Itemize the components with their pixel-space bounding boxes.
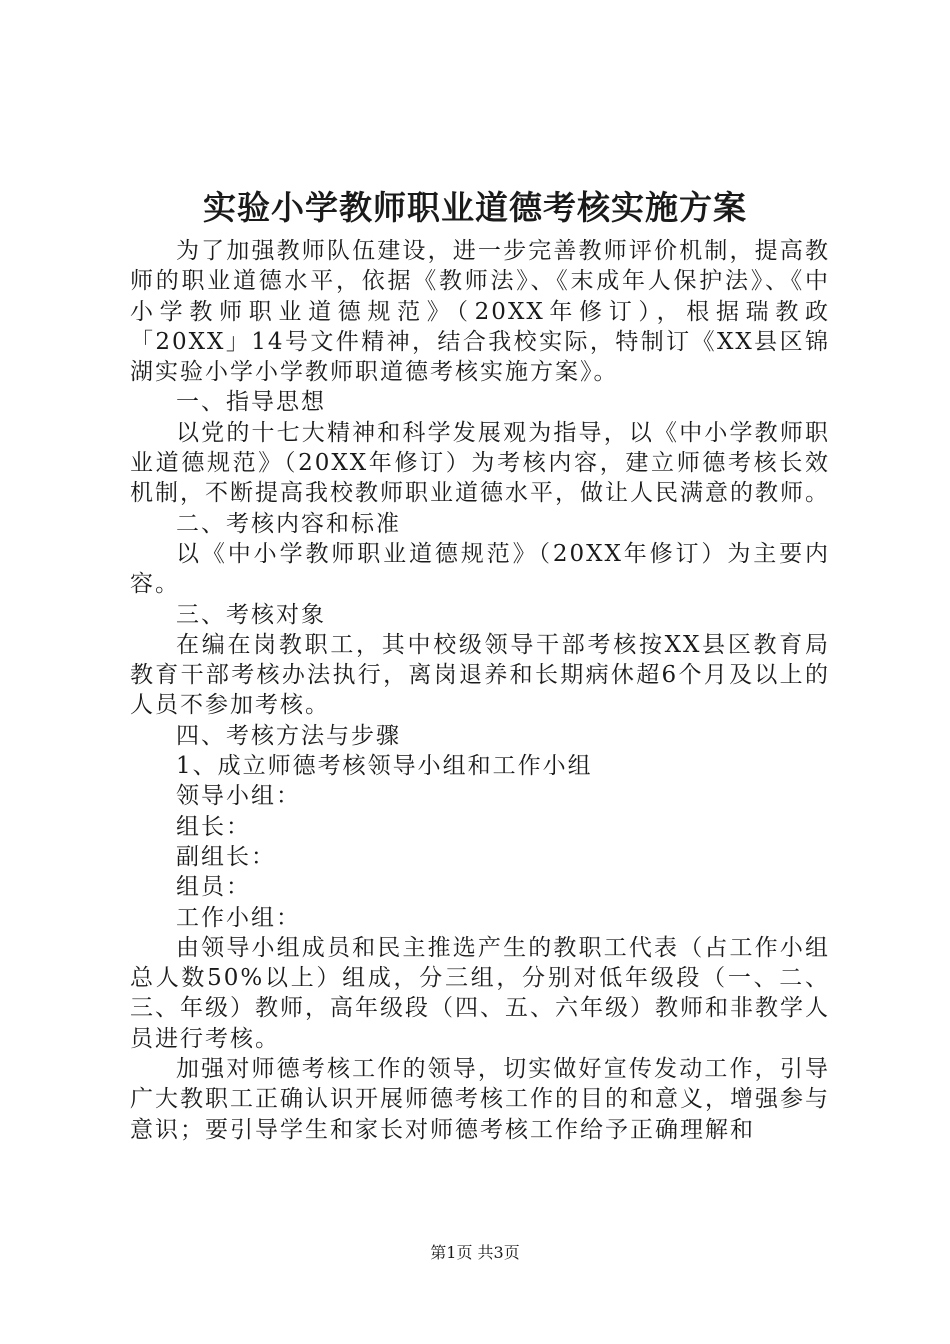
heading-assessment-targets: 三、考核对象: [176, 601, 326, 628]
paragraph-guiding-ideology: 以党的十七大精神和科学发展观为指导，以《中小学教师职业道德规范》（20XX年修订）为考核内容，建立师德考核长效机制，不断提高我校教师职业道德水平，做让人民满意的教师。: [130, 419, 830, 507]
paragraph-assessment-content: 以《中小学教师职业道德规范》（20XX年修订）为主要内容。: [130, 540, 830, 598]
subheading-form-groups: 1、成立师德考核领导小组和工作小组: [176, 753, 593, 780]
line-leadership-group: 领导小组：: [176, 783, 301, 810]
heading-assessment-content: 二、考核内容和标准: [176, 510, 401, 537]
paragraph-intro: 为了加强教师队伍建设，进一步完善教师评价机制，提高教师的职业道德水平，依据《教师法》、《末成年人保护法》、《中小学教师职业道德规范》（20XX年修订），根据瑞教政「20XX」14号文件精神，结合我校实际，特制订《XX县区锦湖实验小学小学教师职道德考核实施方案》。: [130, 238, 830, 386]
paragraph-leadership: 加强对师德考核工作的领导，切实做好宣传发动工作，引导广大教职工正确认识开展师德考核工作的目的和意义，增强参与意识；要引导学生和家长对师德考核工作给予正确理解和: [130, 1056, 830, 1143]
paragraph-working-group: 由领导小组成员和民主推选产生的教职工代表（占工作小组总人数50%以上）组成，分三组，分别对低年级段（一、二、三、年级）教师，高年级段（四、五、六年级）教师和非教学人员进行考核。: [130, 934, 830, 1052]
line-deputy-leader: 副组长：: [176, 843, 276, 870]
line-group-leader: 组长：: [176, 813, 251, 840]
line-group-members: 组员：: [176, 874, 251, 901]
paragraph-assessment-targets: 在编在岗教职工，其中校级领导干部考核按XX县区教育局教育干部考核办法执行，离岗退养和长期病休超6个月及以上的人员不参加考核。: [130, 631, 830, 719]
heading-assessment-methods: 四、考核方法与步骤: [176, 722, 401, 749]
page-footer: 第1页 共3页: [430, 1243, 520, 1262]
line-working-group: 工作小组：: [176, 904, 301, 931]
document-body: [130, 236, 830, 1145]
heading-guiding-ideology: 一、指导思想: [176, 389, 326, 416]
document-title: 实验小学教师职业道德考核实施方案: [203, 188, 747, 227]
